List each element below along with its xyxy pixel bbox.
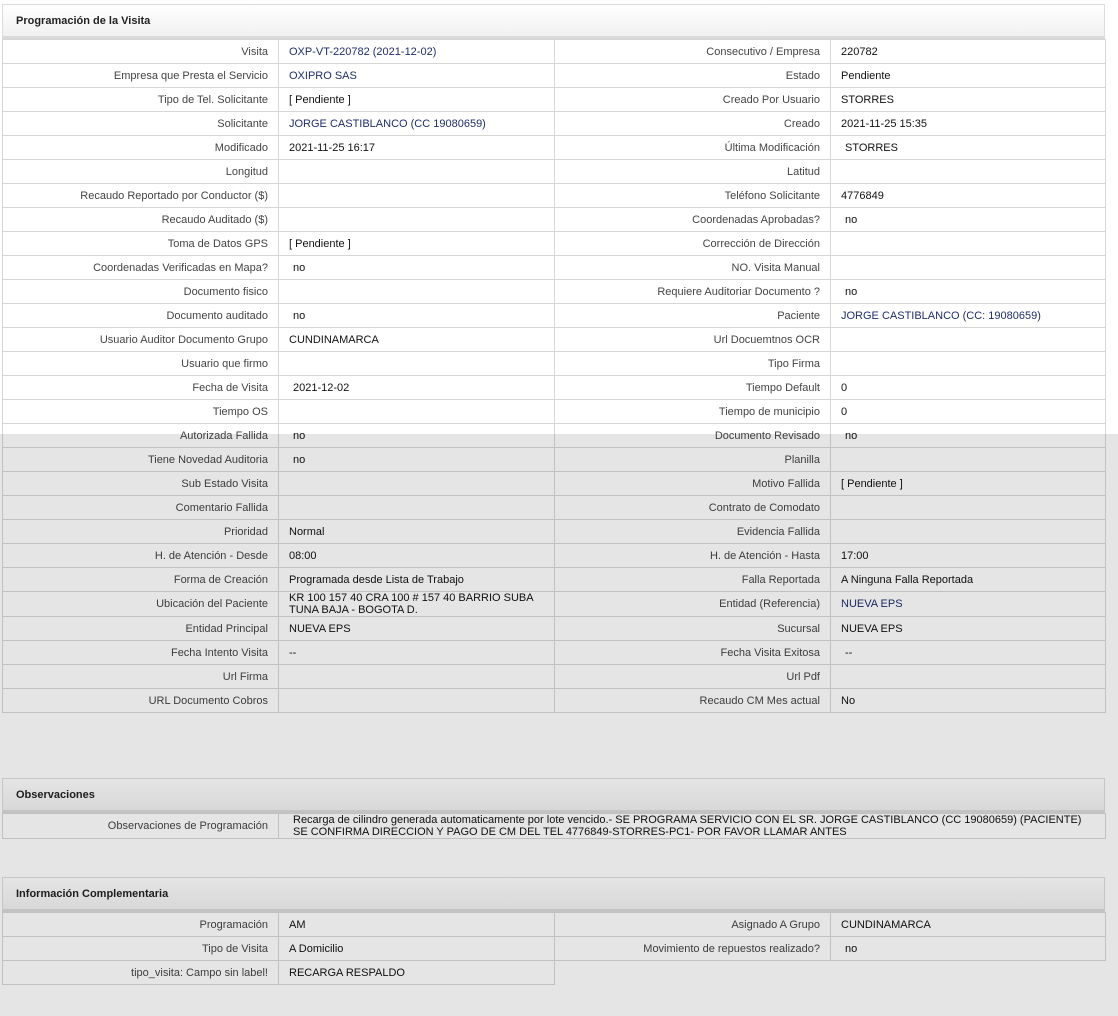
field-label: Tiempo OS	[3, 400, 279, 424]
field-value: 220782	[831, 40, 1106, 64]
table-row	[3, 136, 1106, 160]
field-value: Pendiente	[831, 64, 1106, 88]
field-label: Sub Estado Visita	[3, 472, 279, 496]
table-row	[3, 814, 1106, 839]
field-label: Url Pdf	[555, 665, 831, 689]
table-row	[3, 937, 1106, 961]
field-label: Corrección de Dirección	[555, 232, 831, 256]
field-label: Tipo de Tel. Solicitante	[3, 88, 279, 112]
field-label: Motivo Fallida	[555, 472, 831, 496]
observaciones-title: Observaciones	[2, 778, 1105, 813]
field-value	[279, 496, 555, 520]
complementaria-title: Información Complementaria	[2, 877, 1105, 912]
field-label: Tipo de Visita	[3, 937, 279, 961]
field-value: STORRES	[831, 136, 1106, 160]
table-row	[3, 617, 1106, 641]
field-label: Sucursal	[555, 617, 831, 641]
field-value: 17:00	[831, 544, 1106, 568]
field-value: no	[831, 937, 1106, 961]
field-label: Falla Reportada	[555, 568, 831, 592]
field-label: Programación	[3, 913, 279, 937]
table-row	[3, 689, 1106, 713]
table-row	[3, 520, 1106, 544]
field-label: Creado	[555, 112, 831, 136]
field-value	[279, 665, 555, 689]
field-label: Evidencia Fallida	[555, 520, 831, 544]
field-value	[279, 160, 555, 184]
field-label: Planilla	[555, 448, 831, 472]
field-label: Toma de Datos GPS	[3, 232, 279, 256]
field-value: Normal	[279, 520, 555, 544]
field-label: Paciente	[555, 304, 831, 328]
field-label: Url Firma	[3, 665, 279, 689]
table-row	[3, 961, 1106, 985]
field-value	[831, 665, 1106, 689]
field-value: no	[831, 424, 1106, 448]
field-value: 0	[831, 400, 1106, 424]
field-value	[279, 472, 555, 496]
field-value: JORGE CASTIBLANCO (CC: 19080659)	[831, 304, 1106, 328]
field-value: no	[279, 304, 555, 328]
field-value: [ Pendiente ]	[279, 232, 555, 256]
programacion-table	[2, 39, 1106, 713]
table-row	[3, 592, 1106, 617]
table-row	[3, 544, 1106, 568]
field-value: STORRES	[831, 88, 1106, 112]
field-value: Programada desde Lista de Trabajo	[279, 568, 555, 592]
field-label: Latitud	[555, 160, 831, 184]
field-label: Coordenadas Aprobadas?	[555, 208, 831, 232]
field-label: Longitud	[3, 160, 279, 184]
field-value: OXP-VT-220782 (2021-12-02)	[279, 40, 555, 64]
field-label: Movimiento de repuestos realizado?	[555, 937, 831, 961]
field-value	[831, 496, 1106, 520]
field-label: Usuario Auditor Documento Grupo	[3, 328, 279, 352]
table-row	[3, 328, 1106, 352]
field-value: NUEVA EPS	[279, 617, 555, 641]
field-value	[831, 448, 1106, 472]
field-value: no	[831, 280, 1106, 304]
field-value: NUEVA EPS	[831, 617, 1106, 641]
field-value: RECARGA RESPALDO	[279, 961, 555, 985]
field-label: Tiempo Default	[555, 376, 831, 400]
table-row	[3, 400, 1106, 424]
table-row	[3, 160, 1106, 184]
field-value: KR 100 157 40 CRA 100 # 157 40 BARRIO SUBA TUNA BAJA - BOGOTA D.	[279, 592, 555, 617]
field-label: Url Docuemtnos OCR	[555, 328, 831, 352]
field-label: Última Modificación	[555, 136, 831, 160]
field-value: NUEVA EPS	[831, 592, 1106, 617]
field-value	[279, 208, 555, 232]
field-value	[279, 689, 555, 713]
complementaria-panel	[2, 877, 1105, 985]
field-value	[831, 256, 1106, 280]
field-label: Estado	[555, 64, 831, 88]
field-label: Entidad (Referencia)	[555, 592, 831, 617]
field-label: Contrato de Comodato	[555, 496, 831, 520]
field-label: Tiene Novedad Auditoria	[3, 448, 279, 472]
field-label: Asignado A Grupo	[555, 913, 831, 937]
field-label: Recaudo CM Mes actual	[555, 689, 831, 713]
field-label: Entidad Principal	[3, 617, 279, 641]
table-row	[3, 568, 1106, 592]
field-value: [ Pendiente ]	[831, 472, 1106, 496]
empty-cell	[831, 961, 1106, 985]
field-value: 2021-12-02	[279, 376, 555, 400]
programacion-panel	[2, 4, 1105, 713]
field-label: Recaudo Reportado por Conductor ($)	[3, 184, 279, 208]
field-value: 2021-11-25 15:35	[831, 112, 1106, 136]
table-row	[3, 40, 1106, 64]
programacion-title: Programación de la Visita	[2, 4, 1105, 39]
field-value	[831, 160, 1106, 184]
table-row	[3, 913, 1106, 937]
empty-cell	[555, 961, 831, 985]
observaciones-table	[2, 813, 1106, 839]
table-row	[3, 448, 1106, 472]
observaciones-panel	[2, 778, 1105, 839]
field-label: Comentario Fallida	[3, 496, 279, 520]
field-value: JORGE CASTIBLANCO (CC 19080659)	[279, 112, 555, 136]
field-value: 4776849	[831, 184, 1106, 208]
field-label: Prioridad	[3, 520, 279, 544]
table-row	[3, 232, 1106, 256]
table-row	[3, 304, 1106, 328]
table-row	[3, 208, 1106, 232]
field-value: --	[831, 641, 1106, 665]
table-row	[3, 665, 1106, 689]
field-value: [ Pendiente ]	[279, 88, 555, 112]
field-value	[279, 184, 555, 208]
field-value: CUNDINAMARCA	[279, 328, 555, 352]
field-value: --	[279, 641, 555, 665]
table-row	[3, 641, 1106, 665]
field-value: 08:00	[279, 544, 555, 568]
field-label: Consecutivo / Empresa	[555, 40, 831, 64]
field-label: Modificado	[3, 136, 279, 160]
table-row	[3, 472, 1106, 496]
field-value: Recarga de cilindro generada automaticamente por lote vencido.- SE PROGRAMA SERVICIO CON EL SR. JORGE CASTIBLANCO (CC 19080659) (PACIENTE) SE CONFIRMA DIRECCION Y PAGO DE CM DEL TEL 4776849-STORRES-PC1- POR FAVOR LLAMAR ANTES	[279, 814, 1106, 839]
field-label: Teléfono Solicitante	[555, 184, 831, 208]
field-value: CUNDINAMARCA	[831, 913, 1106, 937]
field-label: Empresa que Presta el Servicio	[3, 64, 279, 88]
field-value	[279, 352, 555, 376]
field-label: Forma de Creación	[3, 568, 279, 592]
field-value: no	[279, 448, 555, 472]
field-value: no	[831, 208, 1106, 232]
field-label: Fecha Intento Visita	[3, 641, 279, 665]
field-value	[831, 352, 1106, 376]
field-value: no	[279, 424, 555, 448]
table-row	[3, 280, 1106, 304]
field-label: Creado Por Usuario	[555, 88, 831, 112]
table-row	[3, 352, 1106, 376]
field-label: NO. Visita Manual	[555, 256, 831, 280]
field-value: A Domicilio	[279, 937, 555, 961]
table-row	[3, 496, 1106, 520]
field-label: Coordenadas Verificadas en Mapa?	[3, 256, 279, 280]
field-value	[831, 232, 1106, 256]
field-label: Ubicación del Paciente	[3, 592, 279, 617]
table-row	[3, 88, 1106, 112]
field-label: Documento auditado	[3, 304, 279, 328]
field-label: Solicitante	[3, 112, 279, 136]
field-label: Autorizada Fallida	[3, 424, 279, 448]
field-label: Documento Revisado	[555, 424, 831, 448]
field-value: A Ninguna Falla Reportada	[831, 568, 1106, 592]
field-label: Tipo Firma	[555, 352, 831, 376]
field-label: Requiere Auditoriar Documento ?	[555, 280, 831, 304]
field-value: No	[831, 689, 1106, 713]
field-value	[279, 400, 555, 424]
field-label: Observaciones de Programación	[3, 814, 279, 839]
field-value: 2021-11-25 16:17	[279, 136, 555, 160]
field-value	[831, 328, 1106, 352]
field-value: 0	[831, 376, 1106, 400]
field-value	[279, 280, 555, 304]
field-label: URL Documento Cobros	[3, 689, 279, 713]
field-label: Visita	[3, 40, 279, 64]
field-label: H. de Atención - Desde	[3, 544, 279, 568]
field-label: Documento fisico	[3, 280, 279, 304]
table-row	[3, 256, 1106, 280]
field-value	[831, 520, 1106, 544]
field-value: no	[279, 256, 555, 280]
field-label: H. de Atención - Hasta	[555, 544, 831, 568]
field-label: tipo_visita: Campo sin label!	[3, 961, 279, 985]
field-value: OXIPRO SAS	[279, 64, 555, 88]
field-value: AM	[279, 913, 555, 937]
table-row	[3, 112, 1106, 136]
field-label: Tiempo de municipio	[555, 400, 831, 424]
field-label: Recaudo Auditado ($)	[3, 208, 279, 232]
table-row	[3, 184, 1106, 208]
table-row	[3, 64, 1106, 88]
field-label: Fecha Visita Exitosa	[555, 641, 831, 665]
table-row	[3, 376, 1106, 400]
complementaria-table	[2, 912, 1106, 985]
table-row	[3, 424, 1106, 448]
field-label: Fecha de Visita	[3, 376, 279, 400]
field-label: Usuario que firmo	[3, 352, 279, 376]
